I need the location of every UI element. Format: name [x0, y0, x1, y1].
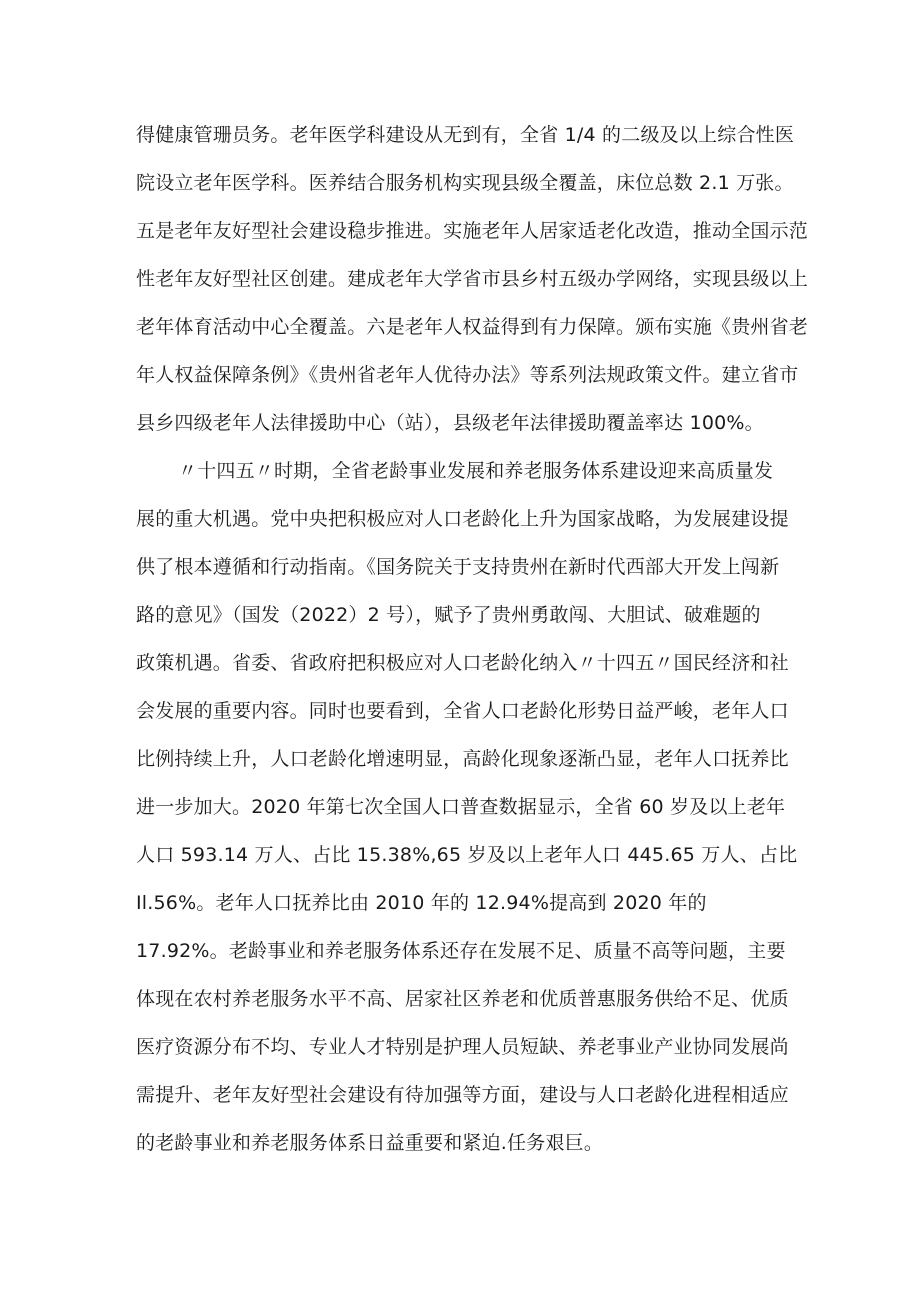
- text-line-21: 需提升、老年友好型社会建设有待加强等方面，建设与人口老龄化进程相适应: [136, 1084, 789, 1106]
- text-line-1: 得健康管珊员务。老年医学科建设从无到有，全省 1/4 的二级及以上综合性医: [136, 124, 795, 146]
- text-line-7: 县乡四级老年人法律援助中心（站），县级老年法律援助覆盖率达 100%。: [136, 412, 764, 434]
- text-line-16: 人口 593.14 万人、占比 15.38%,65 岁及以上老年人口 445.65 万人、占比: [136, 844, 798, 866]
- text-line-15: 进一步加大。2020 年第七次全国人口普查数据显示，全省 60 岁及以上老年: [136, 796, 786, 818]
- text-line-6: 年人权益保障条例》《贵州省老年人优待办法》等系列法规政策文件。建立省市: [136, 364, 799, 386]
- text-line-4: 性老年友好型社区创建。建成老年大学省市县乡村五级办学网络，实现县级以上: [136, 268, 809, 290]
- text-line-17: Il.56%。老年人口抚养比由 2010 年的 12.94%提高到 2020 年的: [136, 892, 707, 914]
- text-line-5: 老年体育活动中心全覆盖。六是老年人权益得到有力保障。颁布实施《贵州省老: [136, 316, 809, 338]
- text-line-2: 院设立老年医学科。医养结合服务机构实现县级全覆盖，床位总数 2.1 万张。: [136, 172, 794, 194]
- text-line-10: 供了根本遵循和行动指南。《国务院关于支持贵州在新时代西部大开发上闯新: [136, 556, 780, 578]
- text-line-12: 政策机遇。省委、省政府把积极应对人口老龄化纳入〃十四五〃国民经济和社: [136, 652, 789, 674]
- text-line-22: 的老龄事业和养老服务体系日益重要和紧迫.任务艰巨。: [136, 1132, 604, 1154]
- text-line-11: 路的意见》（国发（2022）2 号），赋予了贵州勇敢闯、大胆试、破难题的: [136, 604, 761, 626]
- text-line-14: 比例持续上升，人口老龄化增速明显，高龄化现象逐渐凸显，老年人口抚养比: [136, 748, 789, 770]
- text-line-18: 17.92%。老龄事业和养老服务体系还存在发展不足、质量不高等问题，主要: [136, 940, 786, 962]
- text-line-19: 体现在农村养老服务水平不高、居家社区养老和优质普惠服务供给不足、优质: [136, 988, 789, 1010]
- text-line-13: 会发展的重要内容。同时也要看到，全省人口老龄化形势日益严峻，老年人口: [136, 700, 789, 722]
- paragraph-start-line: 〃十四五〃时期，全省老龄事业发展和养老服务体系建设迎来高质量发: [178, 460, 774, 482]
- text-line-3: 五是老年友好型社会建设稳步推进。实施老年人居家适老化改造，推动全国示范: [136, 220, 809, 242]
- text-line-20: 医疗资源分布不均、专业人才特别是护理人员短缺、养老事业产业协同发展尚: [136, 1036, 789, 1058]
- text-line-9: 展的重大机遇。党中央把积极应对人口老龄化上升为国家战略，为发展建设提: [136, 508, 789, 530]
